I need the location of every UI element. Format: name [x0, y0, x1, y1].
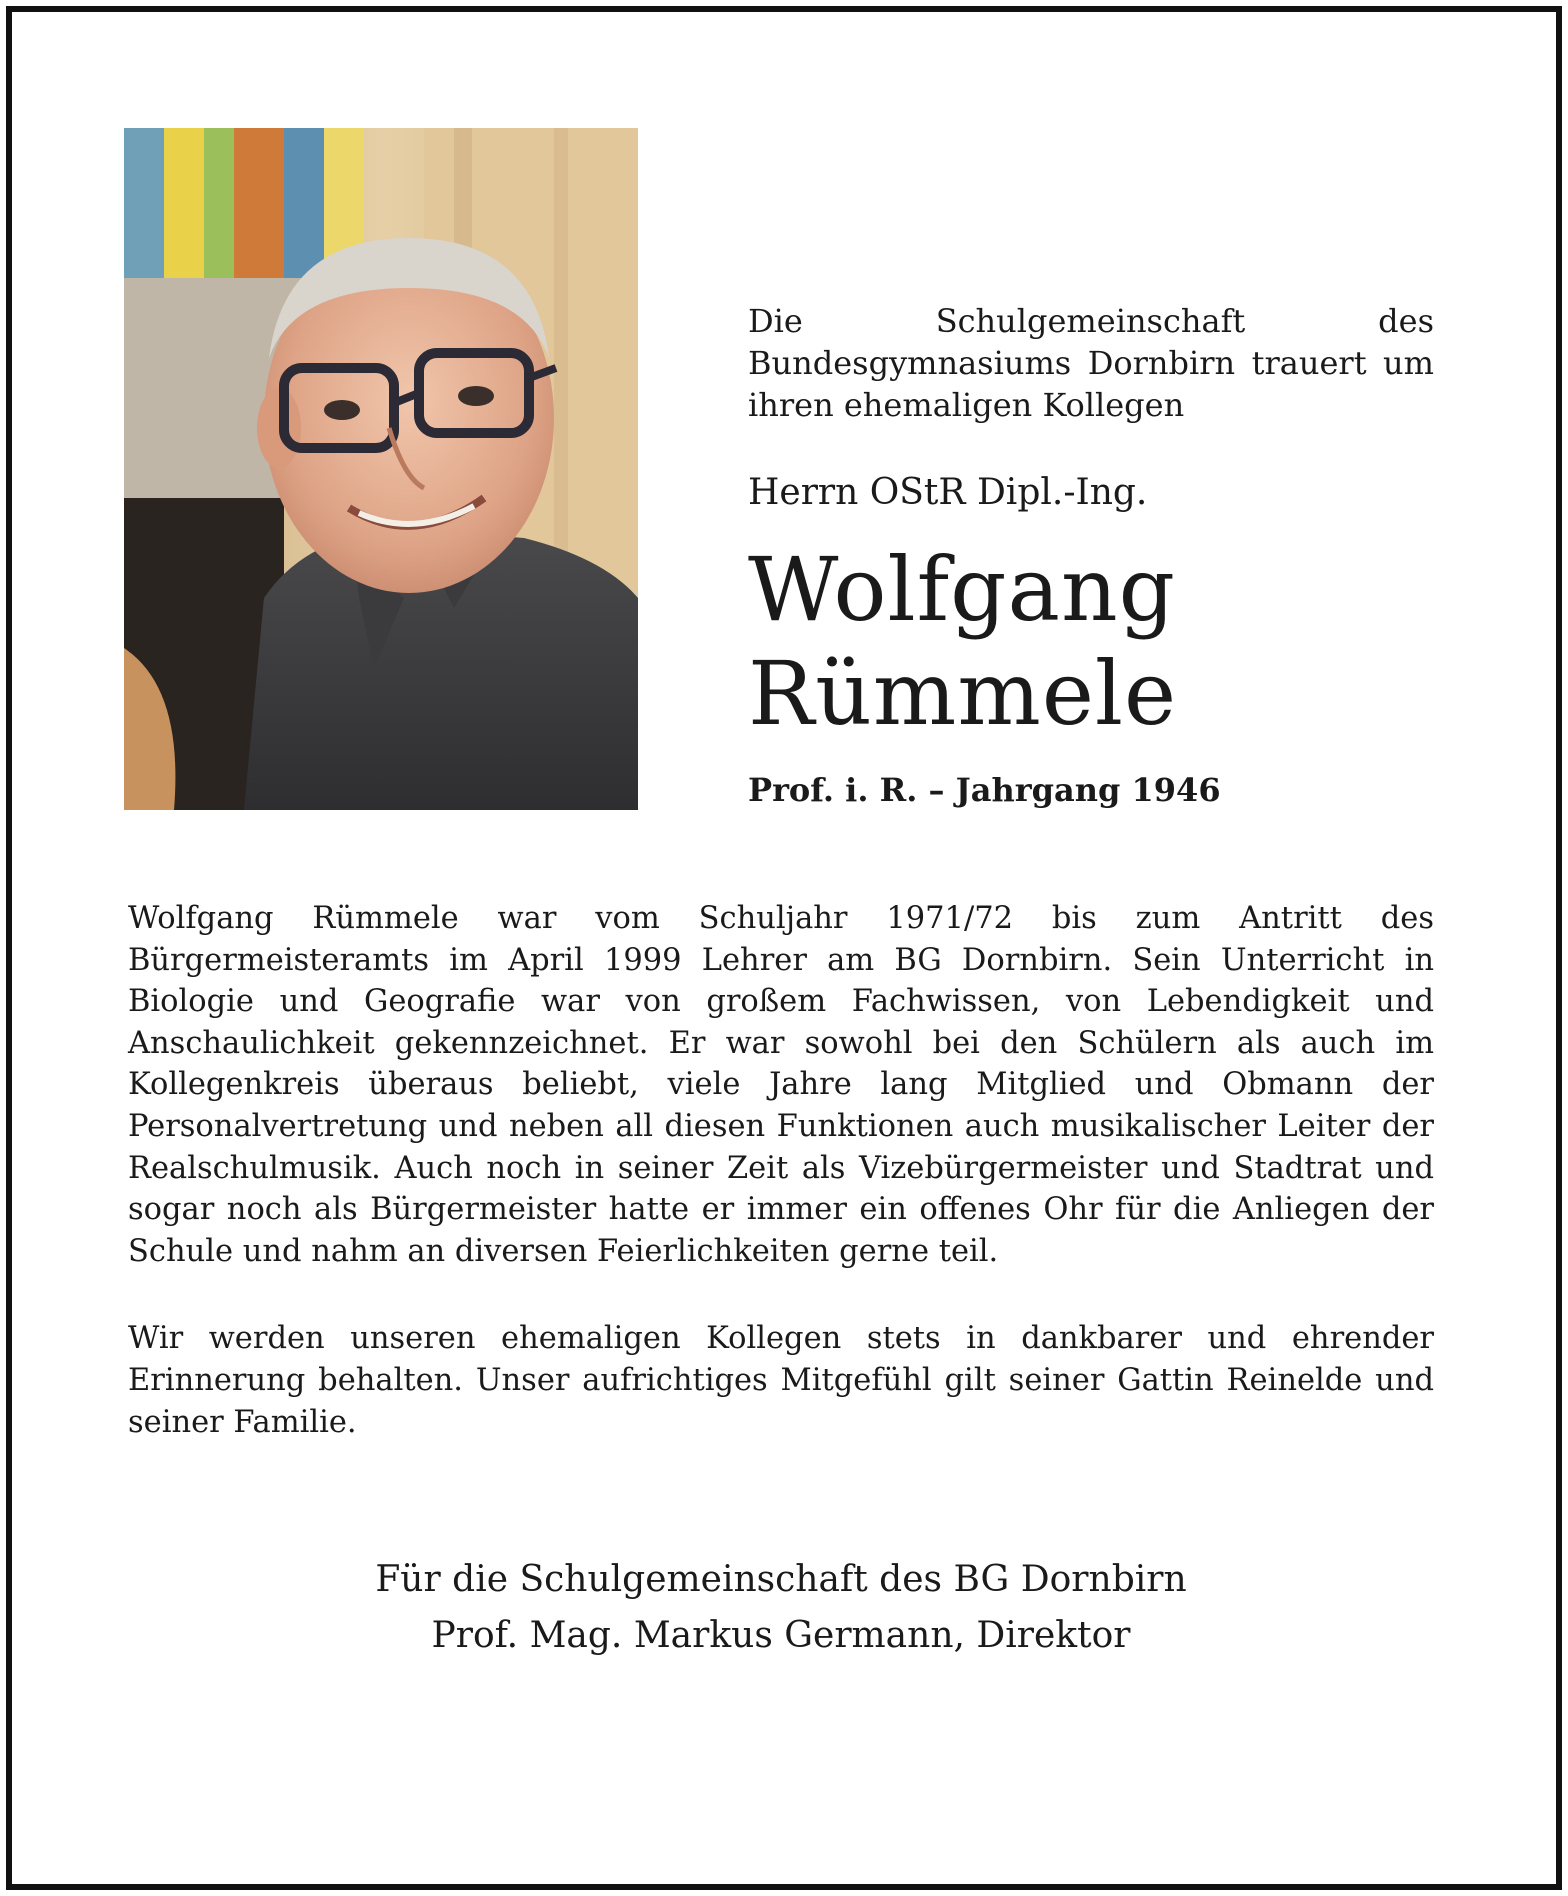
first-name: Wolfgang [748, 538, 1176, 641]
closing-signature [128, 1552, 1434, 1664]
closing-line-1: Für die Schulgemeinschaft des BG Dornbirn [375, 1559, 1187, 1600]
body-text [128, 898, 1434, 1489]
portrait-photo [124, 128, 638, 810]
paragraph-2: Wir werden unseren ehemaligen Kollegen stets in dankbarer und ehrender Erinnerung behalten. Unser aufrichtiges Mitgefühl gilt seiner Gattin Reinelde und seiner Familie. [128, 1321, 1434, 1440]
paragraph-1: Wolfgang Rümmele war vom Schuljahr 1971/72 bis zum Antritt des Bürgermeisteramts im April 1999 Lehrer am BG Dornbirn. Sein Unterricht in Biologie und Geografie war von großem Fachwissen, von Lebendigkeit und Anschaulichkeit gekennzeichnet. Er war sowohl bei den Schülern als auch im Kollegenkreis überaus beliebt, viele Jahre lang Mitglied und Obmann der Personalvertretung und neben all diesen Funktionen auch musikalischer Leiter der Realschulmusik. Auch noch in seiner Zeit als Vizebürgermeister und Stadtrat und sogar noch als Bürgermeister hatte er immer ein offenes Ohr für die Anliegen der Schule und nahm an diversen Feierlichkeiten gerne teil. [128, 901, 1434, 1269]
subtitle-line: Prof. i. R. – Jahrgang 1946 [748, 771, 1221, 809]
closing-line-2: Prof. Mag. Markus Germann, Direktor [431, 1615, 1131, 1656]
honorific-title: Herrn OStR Dipl.-Ing. [748, 472, 1148, 513]
last-name: Rümmele [748, 642, 1178, 745]
deceased-name [748, 538, 1508, 746]
intro-text: Die Schulgemeinschaft des Bundesgymnasiums Dornbirn trauert um ihren ehemaligen Kollegen [748, 302, 1434, 424]
